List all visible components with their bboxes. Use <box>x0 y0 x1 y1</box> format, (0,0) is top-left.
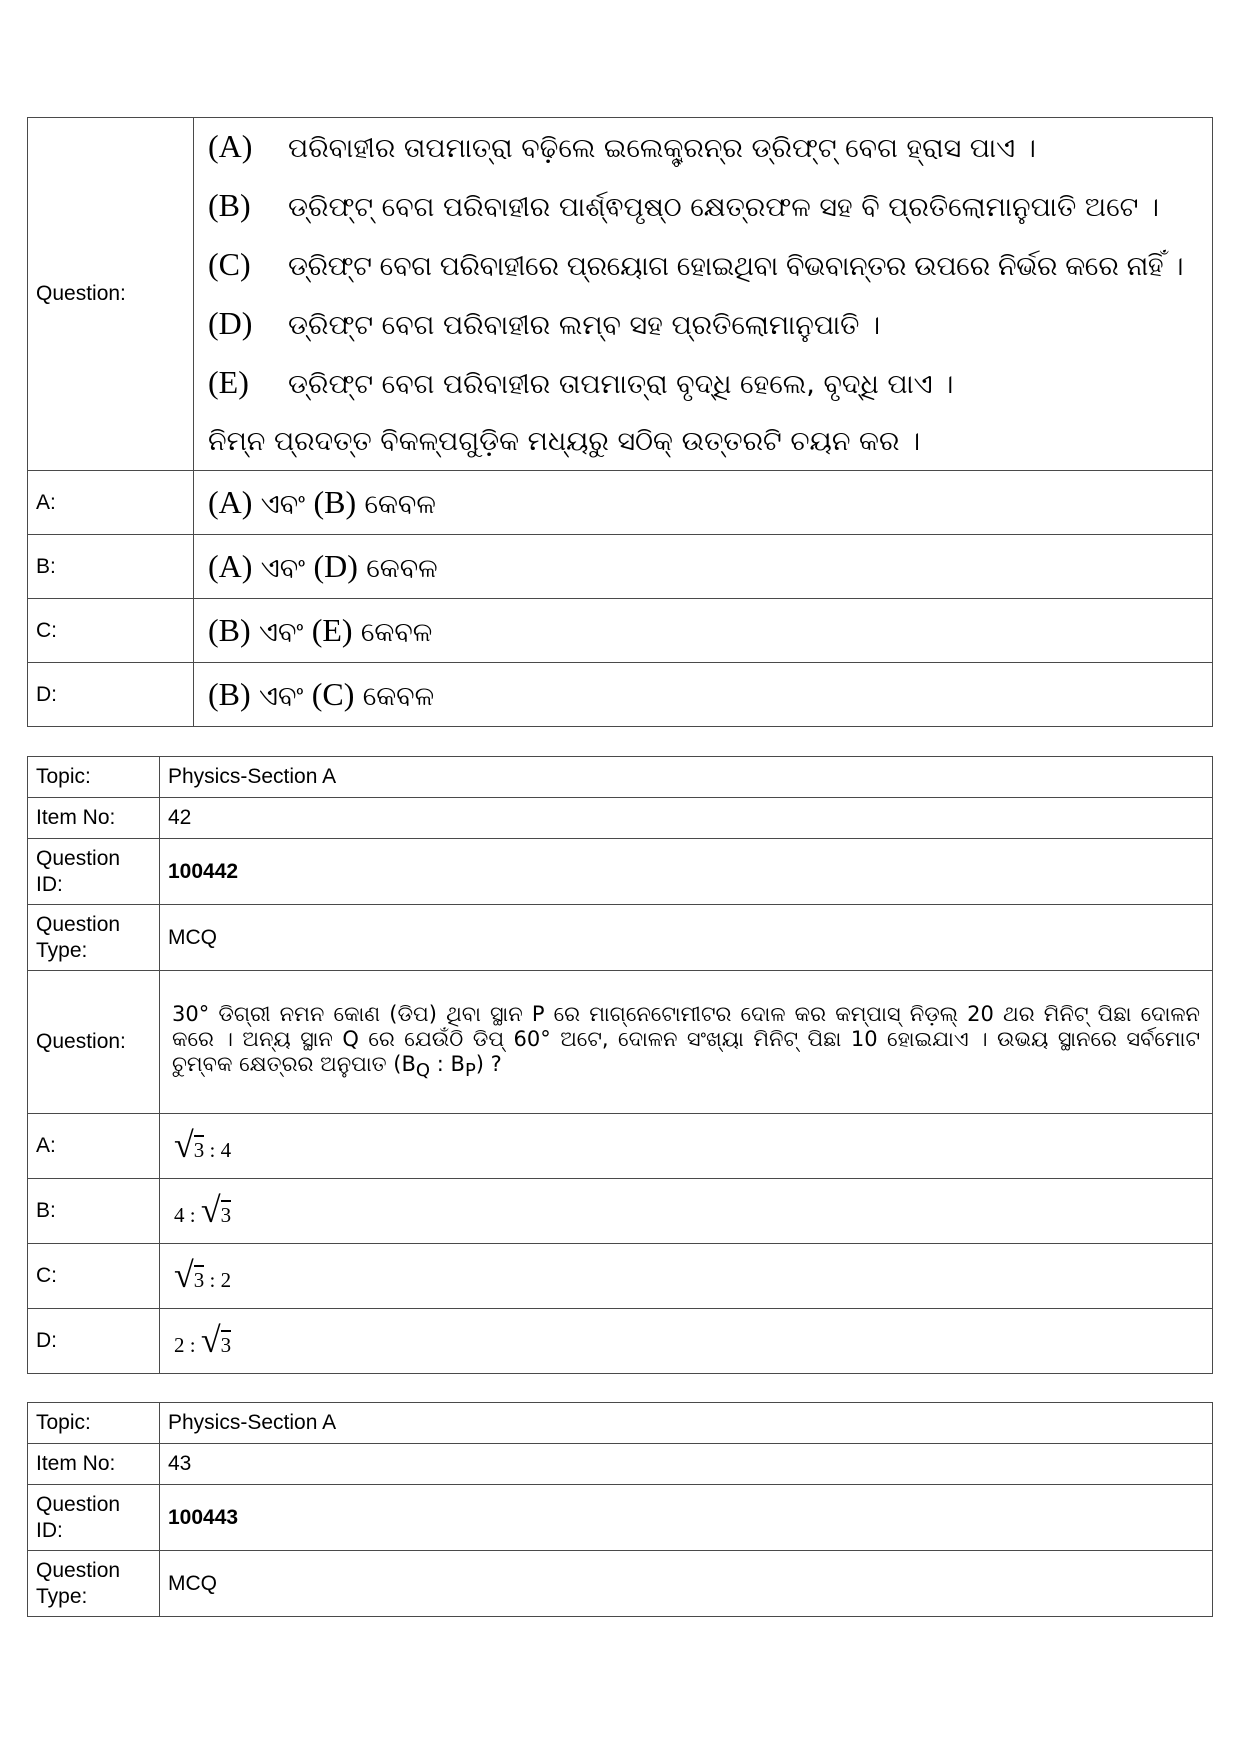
item-no-label: Item No: <box>28 798 160 839</box>
statement-c <box>208 236 1204 295</box>
statement-tag: (A) <box>208 128 253 164</box>
question-id-label: Question ID: <box>28 1485 160 1551</box>
question-id-value: 100442 <box>160 839 1213 905</box>
option-first: (A) <box>208 548 253 584</box>
question-id-label: Question ID: <box>28 839 160 905</box>
statement-e <box>208 354 1204 413</box>
option-row-b <box>28 535 1213 599</box>
option-suffix: କେବଳ <box>366 553 438 584</box>
option-label: D: <box>28 663 194 727</box>
sqrt-expression <box>174 1124 204 1167</box>
ratio-colon: : <box>204 1268 221 1293</box>
ratio-colon: : <box>204 1138 221 1163</box>
subscript-p: P <box>464 1060 476 1082</box>
option-row-c <box>28 1244 1213 1309</box>
subscript-q: Q <box>415 1060 431 1082</box>
sqrt-expression <box>201 1319 231 1362</box>
statement-a <box>208 118 1204 177</box>
option-conj: ଏବଂ <box>260 489 306 520</box>
radicand: 3 <box>221 1330 232 1357</box>
topic-row <box>28 1403 1213 1444</box>
option-b-content[interactable] <box>194 535 1213 599</box>
question-label: Question: <box>28 118 194 471</box>
option-label: D: <box>28 1309 160 1374</box>
option-row-d <box>28 663 1213 727</box>
option-a-content[interactable] <box>194 471 1213 535</box>
radicand: 3 <box>221 1200 232 1227</box>
option-b-content[interactable] <box>160 1179 1213 1244</box>
question-text-main: 30° ଡିଗ୍ରୀ ନମନ କୋଣ (ଡିପ) ଥିବା ସ୍ଥାନ P ରେ ମାଗ୍ନେଟୋମୀଟର ଦୋଳ କର କମ୍ପାସ୍ ନିଡ଼ଲ୍ 20 ଥର ମିନିଟ୍ ପିଛା ଦୋଳନ କରେ । ଅନ୍ୟ ସ୍ଥାନ Q ରେ ଯେଉଁଠି ଡିପ୍ 60° ଅଟେ, ଦୋଳନ ସଂଖ୍ୟା ମିନିଟ୍ ପିଛା 10 ହୋଇଯାଏ । ଉଭୟ ସ୍ଥାନରେ ସର୍ବମୋଟ ଚୁମ୍ବକ କ୍ଷେତ୍ରର ଅନୁପାତ (B <box>172 1001 1200 1077</box>
question-text-end: ) ? <box>475 1052 502 1077</box>
statement-tag: (B) <box>208 187 251 223</box>
statement-tag: (D) <box>208 305 253 341</box>
option-first: (A) <box>208 484 253 520</box>
question-text <box>160 971 1213 1114</box>
option-d-content[interactable] <box>194 663 1213 727</box>
option-row-a <box>28 471 1213 535</box>
statement-tag: (C) <box>208 246 251 282</box>
item-no-row <box>28 798 1213 839</box>
item-no-value: 43 <box>160 1444 1213 1485</box>
option-second: (D) <box>313 548 358 584</box>
ratio-separator: : B <box>430 1052 465 1077</box>
statement-tag: (E) <box>208 364 249 400</box>
option-second: (C) <box>311 676 355 712</box>
question-id-value: 100443 <box>160 1485 1213 1551</box>
option-suffix: କେବଳ <box>362 681 435 712</box>
question-type-value: MCQ <box>160 905 1213 971</box>
topic-label: Topic: <box>28 757 160 798</box>
topic-row <box>28 757 1213 798</box>
radical-sign: √ <box>200 1190 221 1231</box>
question-id-row <box>28 1485 1213 1551</box>
statement-d <box>208 295 1204 354</box>
radicand: 3 <box>194 1265 205 1292</box>
option-suffix: କେବଳ <box>360 617 433 648</box>
ratio-colon: : <box>184 1333 201 1358</box>
option-c-content[interactable] <box>160 1244 1213 1309</box>
topic-label: Topic: <box>28 1403 160 1444</box>
option-label: B: <box>28 1179 160 1244</box>
item-no-label: Item No: <box>28 1444 160 1485</box>
option-row-d <box>28 1309 1213 1374</box>
option-c-content[interactable] <box>194 599 1213 663</box>
option-row-b <box>28 1179 1213 1244</box>
statement-text: ପରିବାହୀର ତାପମାତ୍ରା ବଢ଼ିଲେ ଇଲେକ୍ଟ୍ରନ୍‌ର ଡ୍ରିଫ୍ଟ୍ ବେଗ ହ୍ରାସ ପାଏ । <box>288 133 1036 164</box>
question-row <box>28 971 1213 1114</box>
radicand: 3 <box>194 1135 205 1162</box>
instruction <box>208 413 1204 470</box>
option-first: (B) <box>208 676 251 712</box>
question-row <box>28 118 1213 471</box>
topic-value: Physics-Section A <box>160 757 1213 798</box>
ratio-left: 2 <box>174 1333 185 1358</box>
question-type-label: Question Type: <box>28 1551 160 1617</box>
option-a-content[interactable] <box>160 1114 1213 1179</box>
option-d-content[interactable] <box>160 1309 1213 1374</box>
statement-text: ଡ୍ରିଫ୍ଟ୍ ବେଗ ପରିବାହୀର ପାର୍ଶ୍ଵପୃଷ୍ଠ କ୍ଷେତ୍ରଫଳ ସହ ବି ପ୍ରତିଲୋମାନୁପାତି ଅଟେ । <box>288 192 1160 223</box>
option-label: A: <box>28 471 194 535</box>
question-table-41 <box>27 117 1213 727</box>
option-first: (B) <box>208 612 251 648</box>
option-conj: ଏବଂ <box>259 617 304 648</box>
radical-sign: √ <box>174 1255 194 1296</box>
option-conj: ଏବଂ <box>260 553 306 584</box>
ratio-right: 2 <box>220 1268 232 1293</box>
topic-value: Physics-Section A <box>160 1403 1213 1444</box>
question-label: Question: <box>28 971 160 1114</box>
option-row-c <box>28 599 1213 663</box>
instruction-text: ନିମ୍ନ ପ୍ରଦତ୍ତ ବିକଳ୍ପଗୁଡ଼ିକ ମଧ୍ୟରୁ ସଠିକ୍ ଉତ୍ତରଟି ଚୟନ କର । <box>208 426 921 457</box>
question-type-value: MCQ <box>160 1551 1213 1617</box>
option-second: (E) <box>311 612 353 648</box>
option-label: B: <box>28 535 194 599</box>
sqrt-expression <box>201 1189 231 1232</box>
option-label: C: <box>28 1244 160 1309</box>
question-statements <box>194 118 1213 471</box>
ratio-right: 4 <box>220 1138 232 1163</box>
question-table-42 <box>27 756 1213 1374</box>
item-no-row <box>28 1444 1213 1485</box>
statement-b <box>208 177 1204 236</box>
item-no-value: 42 <box>160 798 1213 839</box>
question-type-row <box>28 905 1213 971</box>
ratio-left: 4 <box>174 1203 185 1228</box>
statement-text: ଡ୍ରିଫ୍ଟ ବେଗ ପରିବାହୀର ତାପମାତ୍ରା ବୃଦ୍ଧି ହେଲେ, ବୃଦ୍ଧି ପାଏ । <box>288 369 954 400</box>
radical-sign: √ <box>174 1125 194 1166</box>
question-id-row <box>28 839 1213 905</box>
option-conj: ଏବଂ <box>259 681 304 712</box>
option-suffix: କେବଳ <box>364 489 436 520</box>
option-label: C: <box>28 599 194 663</box>
option-second: (B) <box>313 484 357 520</box>
option-row-a <box>28 1114 1213 1179</box>
question-type-label: Question Type: <box>28 905 160 971</box>
question-type-row <box>28 1551 1213 1617</box>
question-table-43 <box>27 1402 1213 1617</box>
sqrt-expression <box>174 1254 204 1297</box>
option-label: A: <box>28 1114 160 1179</box>
ratio-colon: : <box>184 1203 201 1228</box>
radical-sign: √ <box>200 1320 221 1361</box>
statement-text: ଡ୍ରିଫ୍ଟ ବେଗ ପରିବାହୀର ଲମ୍ବ ସହ ପ୍ରତିଲୋମାନୁପାତି । <box>288 310 881 341</box>
statement-text: ଡ୍ରିଫ୍ଟ ବେଗ ପରିବାହୀରେ ପ୍ରୟୋଗ ହୋଇଥିବା ବିଭବାନ୍ତର ଉପରେ ନିର୍ଭର କରେ ନାହିଁ । <box>288 251 1184 282</box>
